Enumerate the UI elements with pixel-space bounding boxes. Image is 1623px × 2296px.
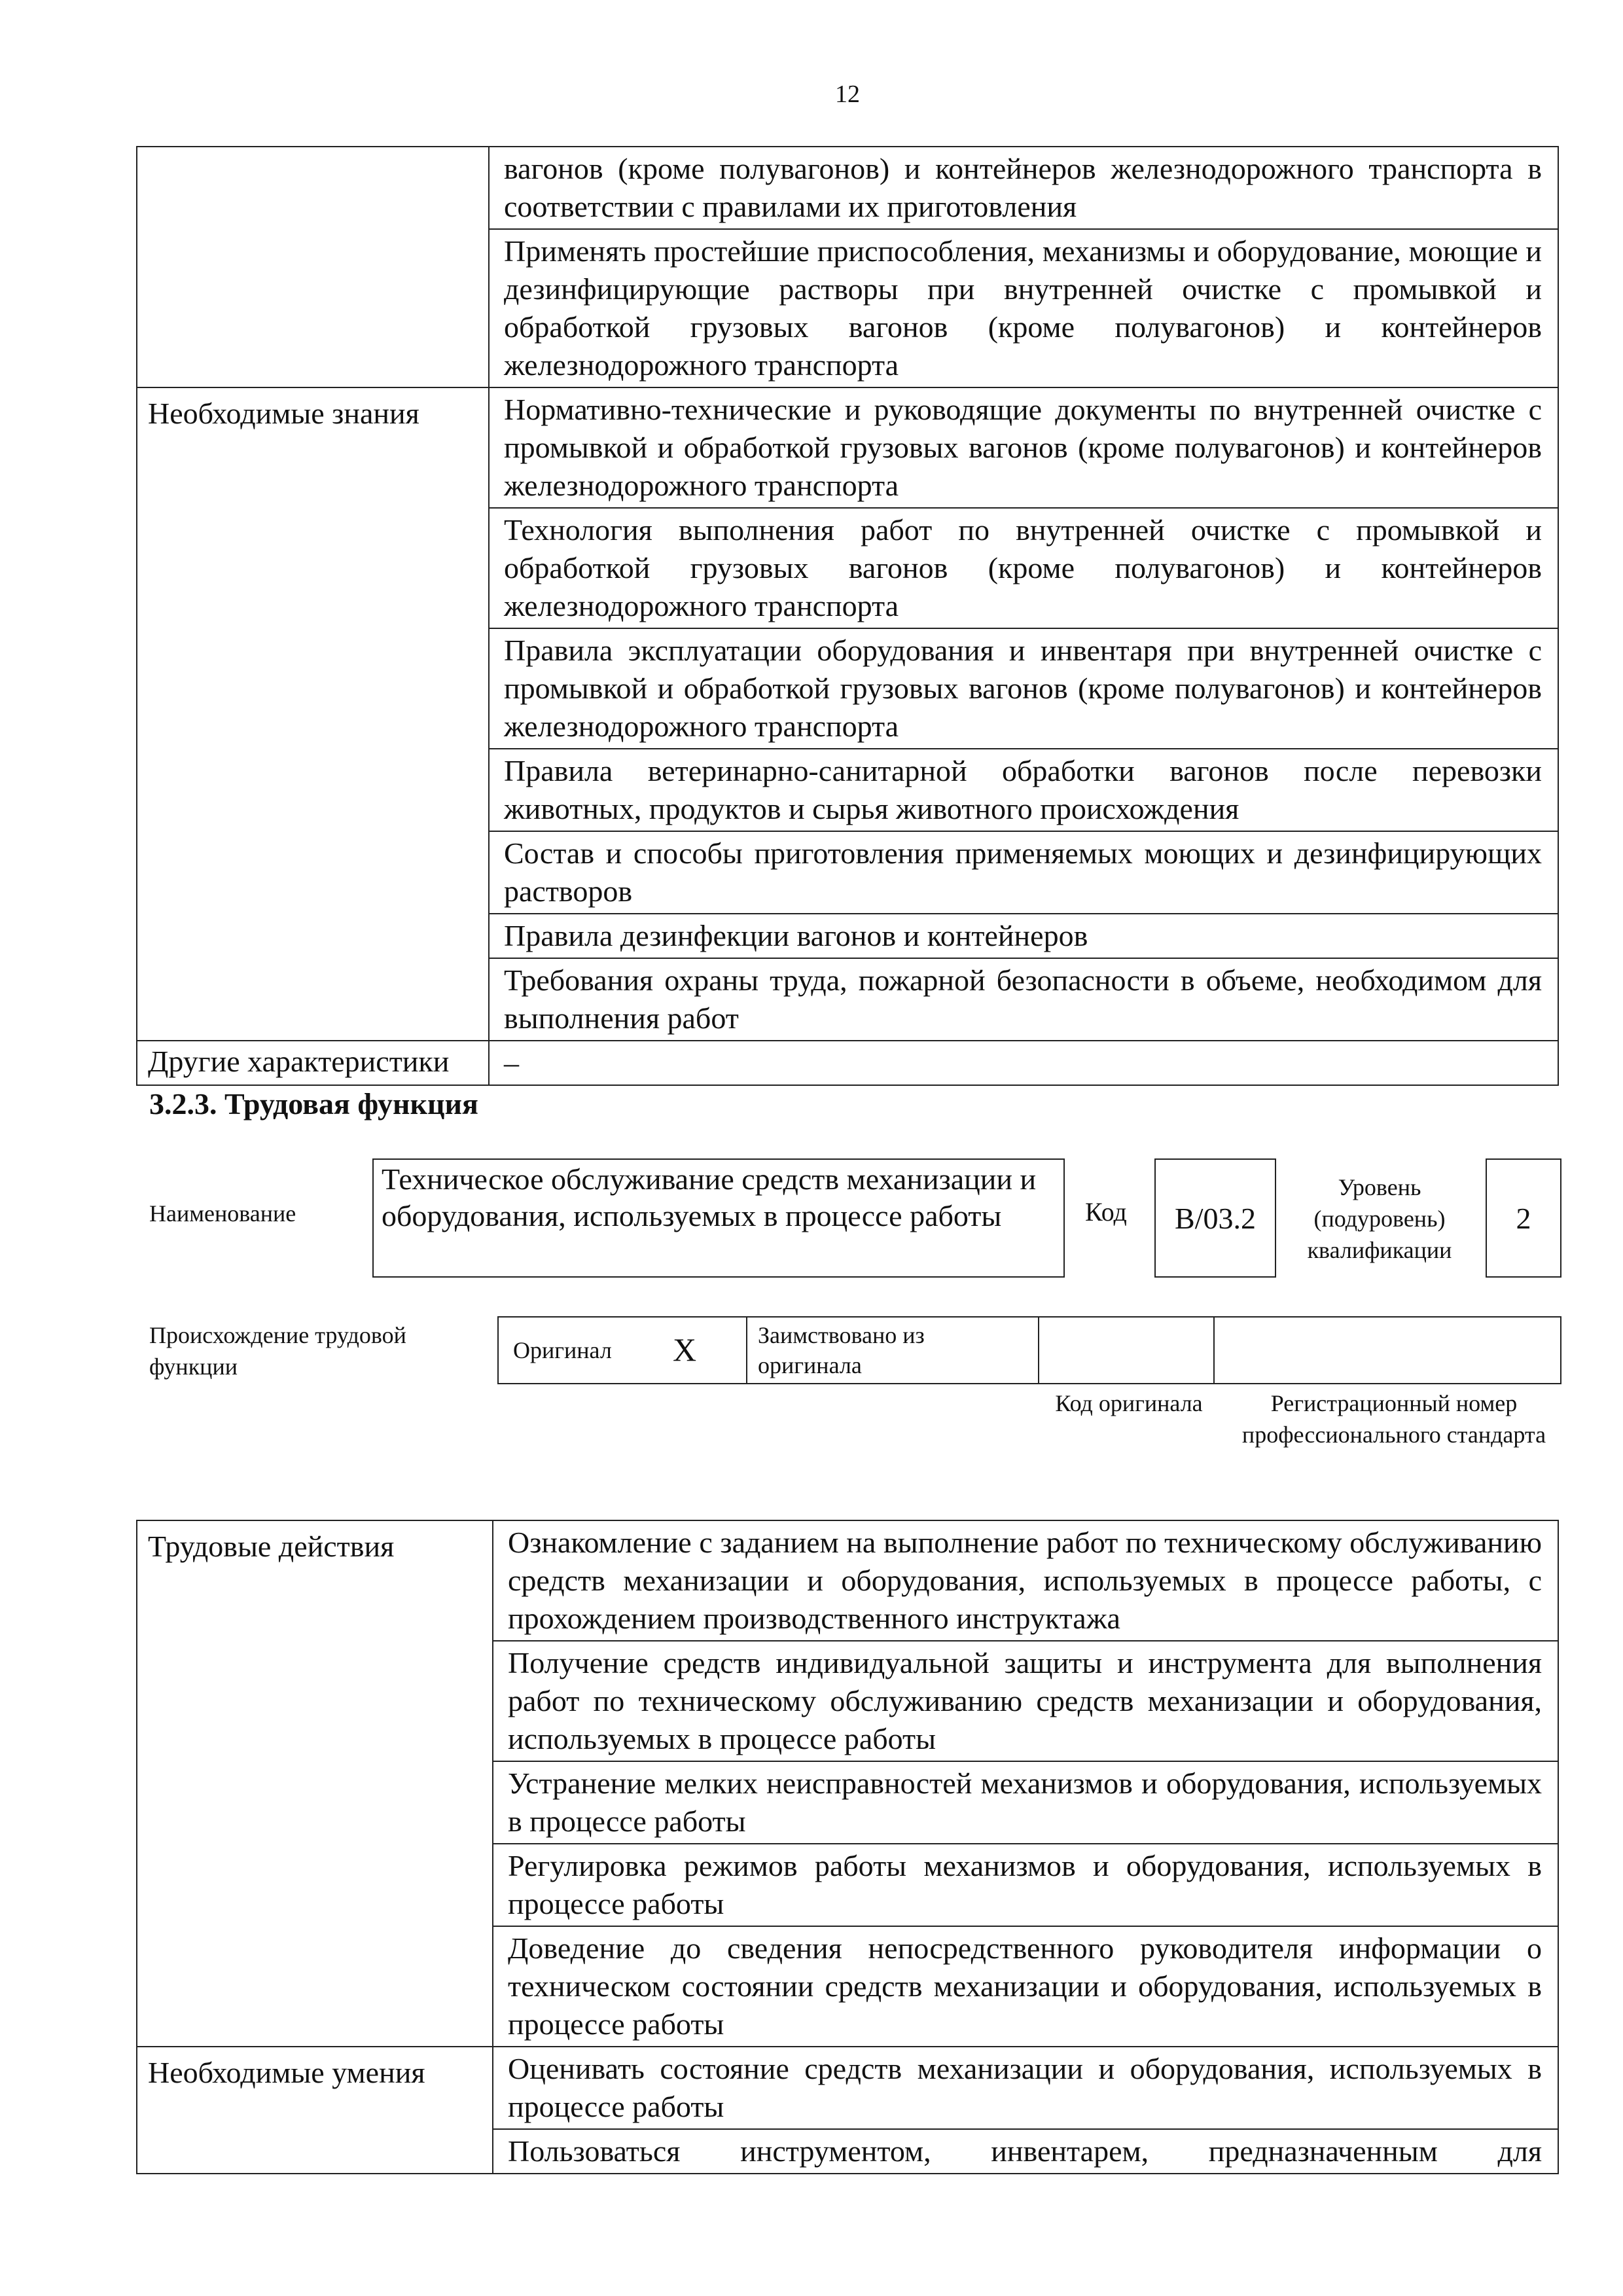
row-label-knowledge: Необходимые знания	[137, 387, 489, 1041]
table-cell: Правила ветеринарно-санитарной обработки вагонов после перевозки животных, продуктов и сырья животного происхождения	[489, 749, 1558, 831]
section-heading: 3.2.3. Трудовая функция	[149, 1087, 478, 1121]
table-cell: Требования охраны труда, пожарной безопасности в объеме, необходимом для выполнения работ	[489, 958, 1558, 1041]
code-original-caption: Код оригинала	[1055, 1390, 1203, 1416]
table-cell: Регулировка режимов работы механизмов и оборудования, используемых в процессе работы	[493, 1844, 1558, 1926]
table-cell: Правила дезинфекции вагонов и контейнеров	[489, 914, 1558, 958]
table-cell: Правила эксплуатации оборудования и инвентаря при внутренней очистке с промывкой и обработкой грузовых вагонов (кроме полувагонов) и контейнеров железнодорожного транспорта	[489, 628, 1558, 749]
name-label: Наименование	[149, 1200, 296, 1227]
page-number: 12	[835, 81, 860, 108]
function-name-box: Техническое обслуживание средств механизации и оборудования, используемых в процессе работы	[372, 1158, 1065, 1278]
registration-number-cell	[1215, 1318, 1560, 1383]
table-cell: –	[489, 1041, 1558, 1085]
origin-row	[497, 1316, 1561, 1384]
row-label-actions: Трудовые действия	[137, 1520, 493, 2047]
original-code-cell	[1039, 1318, 1215, 1383]
table-cell: Оценивать состояние средств механизации и оборудования, используемых в процессе работы	[493, 2047, 1558, 2129]
row-label-skills: Необходимые умения	[137, 2047, 493, 2174]
level-label: Уровень (подуровень) квалификации	[1307, 1174, 1452, 1263]
table-cell: Нормативно-технические и руководящие документы по внутренней очистке с промывкой и обработкой грузовых вагонов (кроме полувагонов) и контейнеров железнодорожного транспорта	[489, 387, 1558, 508]
code-value-box: B/03.2	[1154, 1158, 1276, 1278]
table-cell: Устранение мелких неисправностей механизмов и оборудования, используемых в процессе работы	[493, 1761, 1558, 1844]
table-cell: Доведение до сведения непосредственного руководителя информации о техническом состоянии средств механизации и оборудования, используемых в процессе работы	[493, 1926, 1558, 2047]
row-label-other: Другие характеристики	[137, 1041, 489, 1085]
original-mark: X	[673, 1331, 697, 1368]
reg-number-caption: Регистрационный номер профессионального стандарта	[1241, 1390, 1546, 1448]
table-cell: Пользоваться инструментом, инвентарем, предназначенным для	[493, 2129, 1558, 2174]
row-label-empty	[137, 147, 489, 387]
table-cell: вагонов (кроме полувагонов) и контейнеров железнодорожного транспорта в соответствии с правилами их приготовления	[489, 147, 1558, 229]
code-label: Код	[1085, 1197, 1127, 1227]
borrowed-label: Заимствовано из оригинала	[747, 1318, 1039, 1383]
table-cell: Ознакомление с заданием на выполнение работ по техническому обслуживанию средств механизации и оборудования, используемых в процессе работы, с прохождением производственного инструктажа	[493, 1520, 1558, 1641]
table-cell: Технология выполнения работ по внутренней очистке с промывкой и обработкой грузовых вагонов (кроме полувагонов) и контейнеров железнодорожного транспорта	[489, 508, 1558, 628]
original-label: Оригинал	[513, 1337, 612, 1363]
table-cell: Применять простейшие приспособления, механизмы и оборудование, моющие и дезинфицирующие растворы при внутренней очистке с промывкой и обработкой грузовых вагонов (кроме полувагонов) и контейнеров железнодорожного транспорта	[489, 229, 1558, 387]
requirements-table-top	[136, 146, 1559, 1086]
original-cell	[499, 1318, 747, 1383]
level-value-box: 2	[1486, 1158, 1561, 1278]
table-cell: Получение средств индивидуальной защиты и инструмента для выполнения работ по техническому обслуживанию средств механизации и оборудования, используемых в процессе работы	[493, 1641, 1558, 1761]
table-cell: Состав и способы приготовления применяемых моющих и дезинфицирующих растворов	[489, 831, 1558, 914]
origin-label: Происхождение трудовой функции	[149, 1322, 406, 1380]
requirements-table-bottom	[136, 1520, 1559, 2174]
